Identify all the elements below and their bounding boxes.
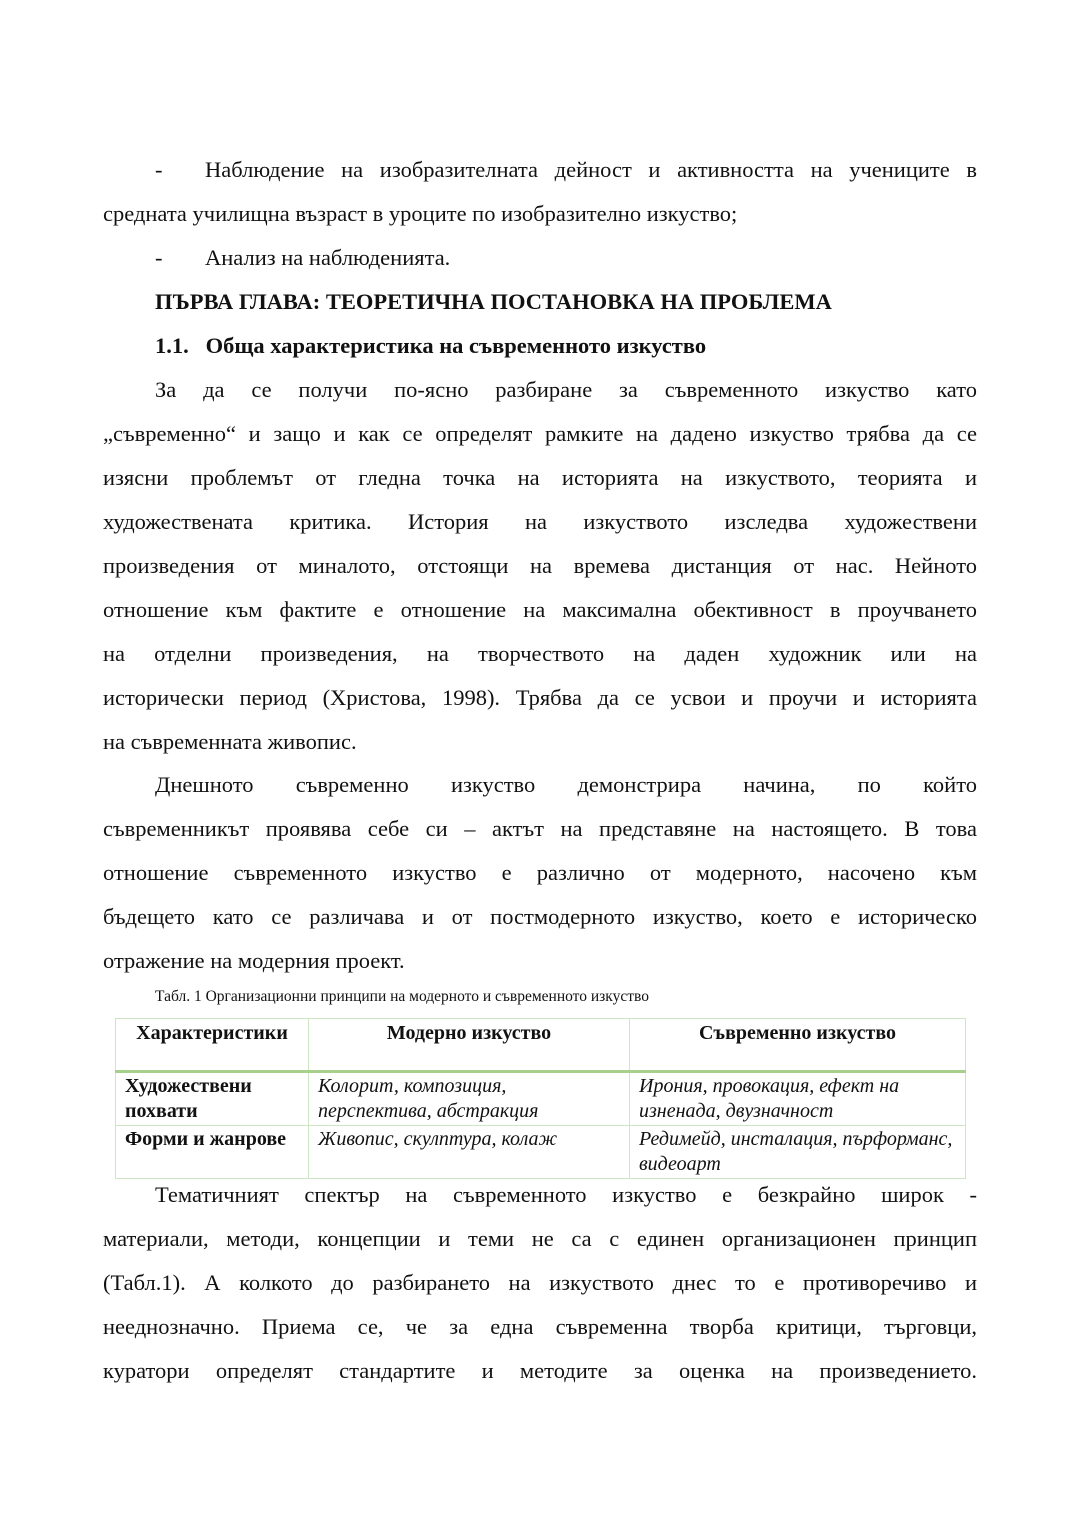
paragraph-line: „съвременно“ и защо и как се определят рамките на дадено изкуство трябва да се xyxy=(103,421,977,446)
table-cell: Колорит, композиция, перспектива, абстракция xyxy=(309,1072,630,1126)
paragraph-line: на отделни произведения, на творчеството на даден художник или на xyxy=(103,641,977,666)
paragraph-line: съвременникът проявява себе си – актът на представяне на настоящето. В това xyxy=(103,816,977,841)
paragraph-line: отражение на модерния проект. xyxy=(103,948,405,973)
table-row xyxy=(116,1072,966,1126)
table-header-cell: Характеристики xyxy=(116,1019,309,1072)
comparison-table xyxy=(115,1018,966,1179)
paragraph-line: произведения от миналото, отстоящи на времева дистанция от нас. Нейното xyxy=(103,553,977,578)
table-cell: Ирония, провокация, ефект на изненада, двузначност xyxy=(630,1072,966,1126)
paragraph-line: изясни проблемът от гледна точка на историята на изкуството, теорията и xyxy=(103,465,977,490)
table-row-label: Форми и жанрове xyxy=(116,1126,309,1179)
table-row-label: Художествени похвати xyxy=(116,1072,309,1126)
table-cell: Редимейд, инсталация, пърформанс, видеоарт xyxy=(630,1126,966,1179)
paragraph-line: художествената критика. История на изкуството изследва художествени xyxy=(103,509,977,534)
table-header-cell: Съвременно изкуство xyxy=(630,1019,966,1072)
paragraph-line: Днешното съвременно изкуство демонстрира начина, по който xyxy=(155,772,977,797)
table-header-cell: Модерно изкуство xyxy=(309,1019,630,1072)
paragraph-line: За да се получи по-ясно разбиране за съвременното изкуство като xyxy=(155,377,977,402)
table-header-row xyxy=(116,1019,966,1072)
paragraph-line: материали, методи, концепции и теми не са с единен организационен принцип xyxy=(103,1226,977,1251)
paragraph-line: отношение към фактите е отношение на максимална обективност в проучването xyxy=(103,597,977,622)
paragraph-line: (Табл.1). А колкото до разбирането на изкуството днес то е противоречиво и xyxy=(103,1270,977,1295)
table-cell: Живопис, скулптура, колаж xyxy=(309,1126,630,1179)
list-item-text: Наблюдение на изобразителната дейност и активността на учениците в xyxy=(205,157,977,182)
paragraph-line: отношение съвременното изкуство е различно от модерното, насочено към xyxy=(103,860,977,885)
paragraph-line: нееднозначно. Приема се, че за една съвременна творба критици, търговци, xyxy=(103,1314,977,1339)
chapter-heading: ПЪРВА ГЛАВА: ТЕОРЕТИЧНА ПОСТАНОВКА НА ПРОБЛЕМА xyxy=(155,289,832,314)
list-bullet: - xyxy=(155,245,163,270)
paragraph-line: на съвременната живопис. xyxy=(103,729,357,754)
list-item-text: средната училищна възраст в уроците по изобразително изкуство; xyxy=(103,201,738,226)
paragraph-line: Тематичният спектър на съвременното изкуство е безкрайно широк - xyxy=(155,1182,977,1207)
paragraph-line: исторически период (Христова, 1998). Трябва да се усвои и проучи и историята xyxy=(103,685,977,710)
paragraph-line: бъдещето като се различава и от постмодерното изкуство, което е историческо xyxy=(103,904,977,929)
section-heading: 1.1. Обща характеристика на съвременното изкуство xyxy=(155,333,707,358)
list-item-text: Анализ на наблюденията. xyxy=(205,245,451,270)
table-caption: Табл. 1 Организационни принципи на модерното и съвременното изкуство xyxy=(155,988,649,1005)
table-row xyxy=(116,1126,966,1179)
list-bullet: - xyxy=(155,157,163,182)
paragraph-line: куратори определят стандартите и методите за оценка на произведението. xyxy=(103,1358,977,1383)
